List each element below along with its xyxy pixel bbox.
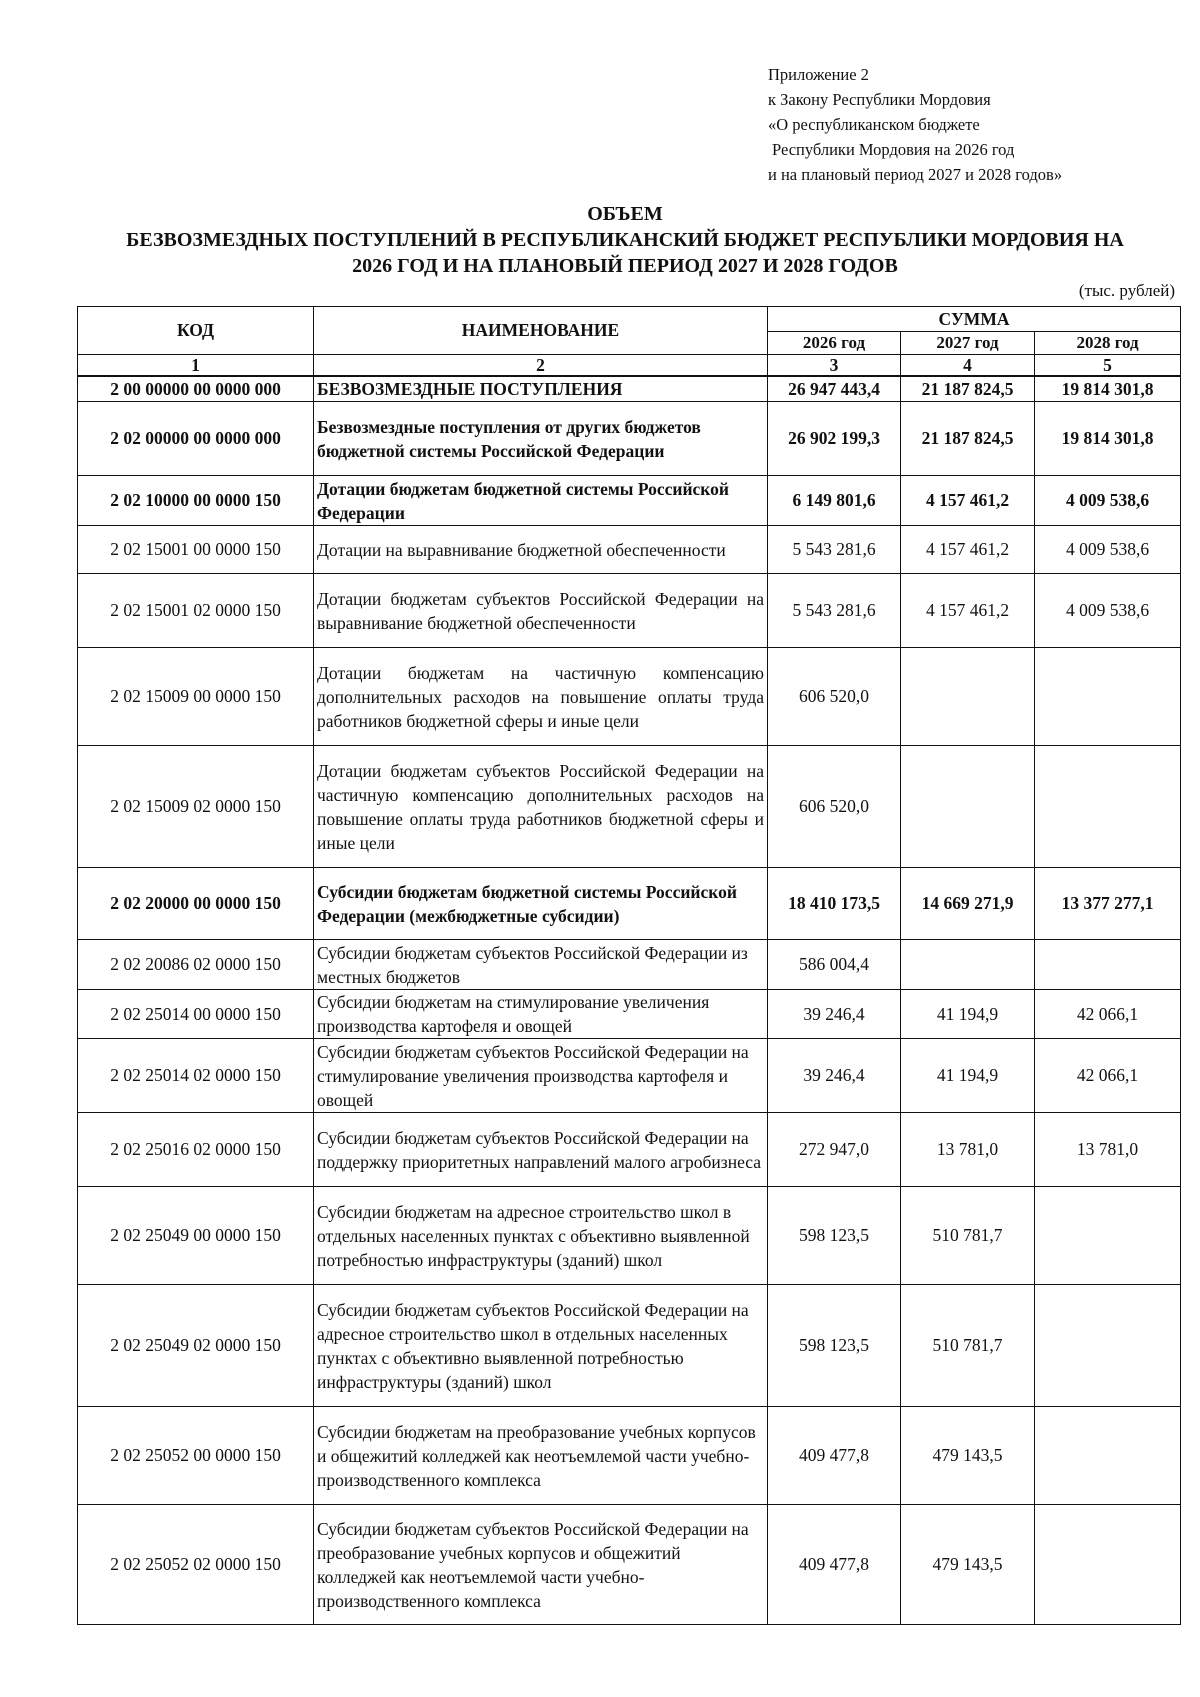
row-value-2026: 6 149 801,6 [768,476,901,526]
row-name: Дотации бюджетам на частичную компенсацию дополнительных расходов на повышение оплаты труда работников бюджетной сферы и иные цели [314,648,768,746]
header-row [78,307,1181,332]
row-name: Дотации бюджетам субъектов Российской Федерации на выравнивание бюджетной обеспеченности [314,574,768,648]
row-value-2026: 39 246,4 [768,990,901,1039]
row-value-2027: 4 157 461,2 [901,526,1035,574]
row-code: 2 02 10000 00 0000 150 [78,476,314,526]
row-value-2026: 5 543 281,6 [768,574,901,648]
row-value-2028: 19 814 301,8 [1035,402,1181,476]
table-row [78,1187,1181,1285]
row-value-2027: 479 143,5 [901,1407,1035,1505]
document-title [70,201,1180,279]
table-row [78,526,1181,574]
row-value-2027: 510 781,7 [901,1285,1035,1407]
row-code: 2 02 25016 02 0000 150 [78,1113,314,1187]
row-value-2027: 510 781,7 [901,1187,1035,1285]
row-code: 2 02 15001 00 0000 150 [78,526,314,574]
units-label: (тыс. рублей) [1078,281,1175,300]
row-name: Субсидии бюджетам субъектов Российской Федерации на поддержку приоритетных направлений малого агробизнеса [314,1113,768,1187]
row-name: Дотации бюджетам субъектов Российской Федерации на частичную компенсацию дополнительных расходов на повышение оплаты труда работников бюджетной сферы и иные цели [314,746,768,868]
row-value-2028: 19 814 301,8 [1035,376,1181,402]
title-line-3: 2026 ГОД И НА ПЛАНОВЫЙ ПЕРИОД 2027 И 2028 ГОДОВ [352,255,898,277]
table-row [78,1505,1181,1625]
appendix-note [768,62,1188,187]
column-numbers-row [78,355,1181,377]
table-row [78,1039,1181,1113]
row-value-2028: 4 009 538,6 [1035,526,1181,574]
row-value-2028: 42 066,1 [1035,1039,1181,1113]
table-row [78,868,1181,940]
row-name: БЕЗВОЗМЕЗДНЫЕ ПОСТУПЛЕНИЯ [314,376,768,402]
table-row [78,1407,1181,1505]
row-name: Субсидии бюджетам бюджетной системы Российской Федерации (межбюджетные субсидии) [314,868,768,940]
row-value-2028 [1035,746,1181,868]
row-code: 2 02 25014 00 0000 150 [78,990,314,1039]
row-value-2026: 409 477,8 [768,1407,901,1505]
column-number: 1 [78,355,314,377]
row-value-2026: 26 902 199,3 [768,402,901,476]
row-name: Субсидии бюджетам на преобразование учебных корпусов и общежитий колледжей как неотъемлемой части учебно-производственного комплекса [314,1407,768,1505]
row-code: 2 02 25049 00 0000 150 [78,1187,314,1285]
row-value-2027: 4 157 461,2 [901,476,1035,526]
row-value-2028 [1035,648,1181,746]
row-value-2028 [1035,1407,1181,1505]
row-value-2027: 479 143,5 [901,1505,1035,1625]
row-value-2027 [901,940,1035,990]
row-name: Субсидии бюджетам субъектов Российской Федерации на адресное строительство школ в отдельных населенных пунктах с объективно выявленной потребностью инфраструктуры (зданий) школ [314,1285,768,1407]
header-sum: СУММА [768,307,1181,332]
table-row [78,574,1181,648]
title-line-2: БЕЗВОЗМЕЗДНЫХ ПОСТУПЛЕНИЙ В РЕСПУБЛИКАНСКИЙ БЮДЖЕТ РЕСПУБЛИКИ МОРДОВИЯ НА [126,229,1124,251]
table-row [78,1113,1181,1187]
row-value-2026: 39 246,4 [768,1039,901,1113]
row-code: 2 02 25052 00 0000 150 [78,1407,314,1505]
appendix-line: к Закону Республики Мордовия [768,90,991,109]
header-year-2028: 2028 год [1035,332,1181,355]
row-code: 2 02 20086 02 0000 150 [78,940,314,990]
appendix-line: Приложение 2 [768,65,869,84]
row-value-2028 [1035,1505,1181,1625]
row-value-2027: 4 157 461,2 [901,574,1035,648]
column-number: 3 [768,355,901,377]
row-name: Субсидии бюджетам субъектов Российской Федерации на преобразование учебных корпусов и общежитий колледжей как неотъемлемой части учебно-производственного комплекса [314,1505,768,1625]
row-value-2026: 272 947,0 [768,1113,901,1187]
header-year-2027: 2027 год [901,332,1035,355]
column-number: 5 [1035,355,1181,377]
row-value-2026: 598 123,5 [768,1187,901,1285]
row-code: 2 02 15001 02 0000 150 [78,574,314,648]
row-value-2027: 41 194,9 [901,990,1035,1039]
table-row [78,1285,1181,1407]
row-code: 2 02 00000 00 0000 000 [78,402,314,476]
row-value-2028: 13 781,0 [1035,1113,1181,1187]
row-value-2028: 42 066,1 [1035,990,1181,1039]
row-value-2026: 18 410 173,5 [768,868,901,940]
column-number: 4 [901,355,1035,377]
row-value-2028: 13 377 277,1 [1035,868,1181,940]
row-value-2026: 26 947 443,4 [768,376,901,402]
appendix-line: и на плановый период 2027 и 2028 годов» [768,165,1063,184]
table-row [78,940,1181,990]
row-name: Дотации бюджетам бюджетной системы Российской Федерации [314,476,768,526]
row-value-2028: 4 009 538,6 [1035,574,1181,648]
row-value-2027: 21 187 824,5 [901,402,1035,476]
table-row [78,476,1181,526]
row-value-2027 [901,746,1035,868]
header-year-2026: 2026 год [768,332,901,355]
row-name: Субсидии бюджетам субъектов Российской Федерации из местных бюджетов [314,940,768,990]
row-value-2027: 14 669 271,9 [901,868,1035,940]
row-value-2026: 409 477,8 [768,1505,901,1625]
row-value-2026: 606 520,0 [768,648,901,746]
row-name: Субсидии бюджетам субъектов Российской Федерации на стимулирование увеличения производства картофеля и овощей [314,1039,768,1113]
row-value-2028 [1035,1187,1181,1285]
header-code: КОД [78,307,314,355]
row-value-2028: 4 009 538,6 [1035,476,1181,526]
appendix-line: «О республиканском бюджете [768,115,980,134]
row-value-2028 [1035,940,1181,990]
table-row [78,990,1181,1039]
row-code: 2 02 20000 00 0000 150 [78,868,314,940]
row-value-2026: 586 004,4 [768,940,901,990]
header-name: НАИМЕНОВАНИЕ [314,307,768,355]
column-number: 2 [314,355,768,377]
appendix-line: Республики Мордовия на 2026 год [772,140,1015,159]
budget-table [77,306,1181,1625]
row-code: 2 00 00000 00 0000 000 [78,376,314,402]
row-name: Дотации на выравнивание бюджетной обеспеченности [314,526,768,574]
row-value-2027: 21 187 824,5 [901,376,1035,402]
row-code: 2 02 25052 02 0000 150 [78,1505,314,1625]
table-row [78,402,1181,476]
row-value-2027: 41 194,9 [901,1039,1035,1113]
row-name: Субсидии бюджетам на стимулирование увеличения производства картофеля и овощей [314,990,768,1039]
title-line-1: ОБЪЕМ [587,203,663,225]
row-code: 2 02 15009 00 0000 150 [78,648,314,746]
row-value-2026: 606 520,0 [768,746,901,868]
table-row [78,376,1181,402]
row-name: Субсидии бюджетам на адресное строительство школ в отдельных населенных пунктах с объективно выявленной потребностью инфраструктуры (зданий) школ [314,1187,768,1285]
row-value-2026: 5 543 281,6 [768,526,901,574]
row-value-2027 [901,648,1035,746]
row-code: 2 02 15009 02 0000 150 [78,746,314,868]
row-value-2028 [1035,1285,1181,1407]
row-code: 2 02 25014 02 0000 150 [78,1039,314,1113]
row-value-2026: 598 123,5 [768,1285,901,1407]
table-row [78,648,1181,746]
row-code: 2 02 25049 02 0000 150 [78,1285,314,1407]
table-row [78,746,1181,868]
row-value-2027: 13 781,0 [901,1113,1035,1187]
row-name: Безвозмездные поступления от других бюджетов бюджетной системы Российской Федерации [314,402,768,476]
